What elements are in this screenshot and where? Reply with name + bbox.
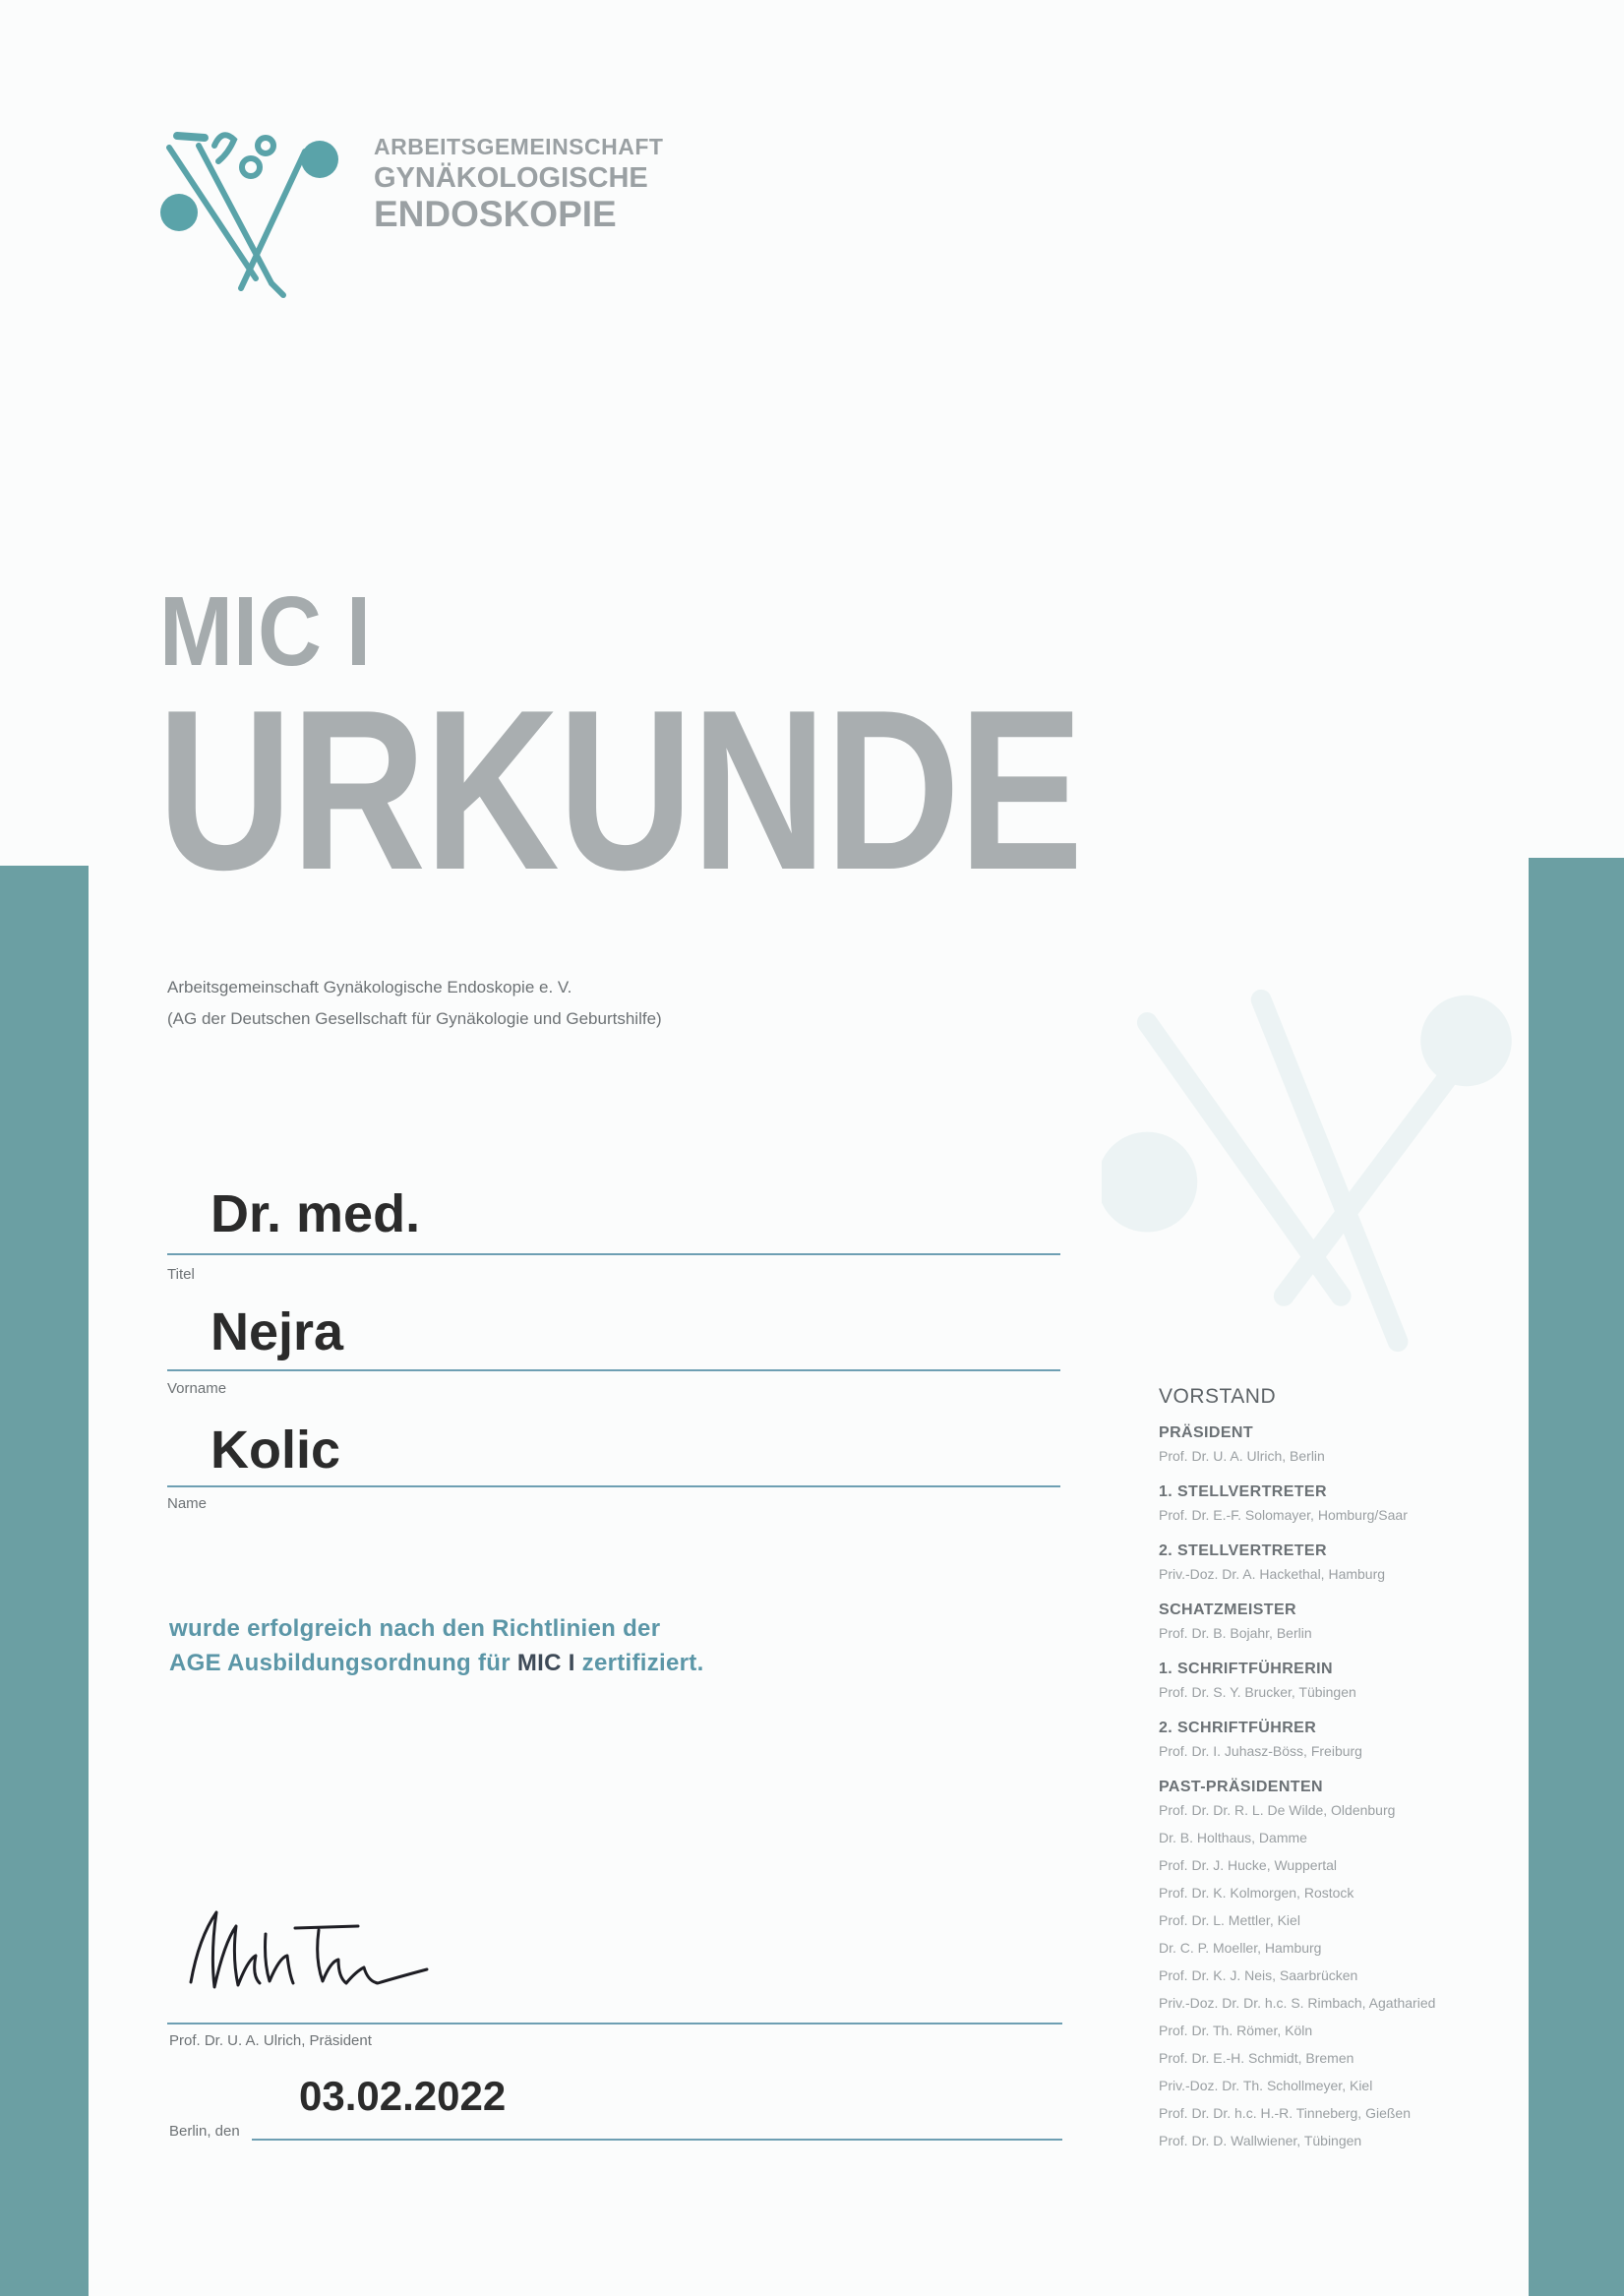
board-role-title: 1. SCHRIFTFÜHRERIN bbox=[1159, 1661, 1333, 1677]
board-member: Dr. C. P. Moeller, Hamburg bbox=[1159, 1940, 1322, 1956]
organization-block bbox=[167, 972, 662, 1035]
board-roles bbox=[1159, 1424, 1523, 2154]
logo-line-1: ARBEITSGEMEINSCHAFT bbox=[374, 134, 664, 159]
board-role-title: PAST-PRÄSIDENTEN bbox=[1159, 1779, 1324, 1795]
lastname-label: Name bbox=[167, 1495, 208, 1512]
signature-label: Prof. Dr. U. A. Ulrich, Präsident bbox=[169, 2032, 372, 2049]
board-role-title: 2. STELLVERTRETER bbox=[1159, 1542, 1327, 1559]
date-line bbox=[252, 2139, 1062, 2141]
age-logo-icon bbox=[157, 116, 344, 303]
board-role-title: SCHATZMEISTER bbox=[1159, 1601, 1297, 1618]
board-member: Prof. Dr. J. Hucke, Wuppertal bbox=[1159, 1857, 1338, 1873]
board-role-title: 1. STELLVERTRETER bbox=[1159, 1483, 1327, 1500]
left-accent-band bbox=[0, 866, 89, 2296]
board-member: Prof. Dr. Dr. h.c. H.-R. Tinneberg, Gießen bbox=[1159, 2105, 1411, 2121]
place-label: Berlin, den bbox=[169, 2123, 240, 2140]
board-member: Prof. Dr. Th. Römer, Köln bbox=[1159, 2023, 1313, 2038]
certification-course: MIC I bbox=[516, 1650, 575, 1676]
logo-line-3: ENDOSKOPIE bbox=[374, 194, 617, 234]
organization-affiliation: (AG der Deutschen Gesellschaft für Gynäkologie und Geburtshilfe) bbox=[167, 1009, 662, 1028]
course-heading: MIC I bbox=[159, 576, 371, 687]
board-role-title: 2. SCHRIFTFÜHRER bbox=[1159, 1720, 1317, 1736]
right-accent-band bbox=[1529, 858, 1624, 2296]
title-label: Titel bbox=[167, 1266, 195, 1283]
board-member: Prof. Dr. I. Juhasz-Böss, Freiburg bbox=[1159, 1743, 1362, 1759]
board-member: Prof. Dr. E.-H. Schmidt, Bremen bbox=[1159, 2050, 1354, 2066]
certification-line-1: wurde erfolgreich nach den Richtlinien der bbox=[169, 1615, 661, 1642]
certification-statement bbox=[169, 1611, 704, 1680]
certification-line-2 bbox=[169, 1646, 704, 1680]
signature-line bbox=[167, 2023, 1062, 2024]
firstname-label: Vorname bbox=[167, 1380, 227, 1397]
board-member: Prof. Dr. K. J. Neis, Saarbrücken bbox=[1159, 1967, 1358, 1983]
board-member: Prof. Dr. Dr. R. L. De Wilde, Oldenburg bbox=[1159, 1802, 1396, 1818]
president-signature bbox=[181, 1899, 437, 2007]
firstname-value: Nejra bbox=[211, 1302, 344, 1361]
board-member: Prof. Dr. S. Y. Brucker, Tübingen bbox=[1159, 1684, 1356, 1700]
board-member: Prof. Dr. U. A. Ulrich, Berlin bbox=[1159, 1448, 1325, 1464]
certification-line-2-start: AGE Ausbildungsordnung für bbox=[169, 1650, 511, 1676]
board-title: VORSTAND bbox=[1159, 1385, 1277, 1408]
board-listing bbox=[1159, 1385, 1523, 2154]
board-member: Prof. Dr. K. Kolmorgen, Rostock bbox=[1159, 1885, 1354, 1901]
certificate-title: URKUNDE bbox=[157, 663, 1082, 918]
lastname-underline bbox=[167, 1485, 1060, 1487]
board-member: Priv.-Doz. Dr. Th. Schollmeyer, Kiel bbox=[1159, 2078, 1373, 2093]
board-member: Prof. Dr. E.-F. Solomayer, Homburg/Saar bbox=[1159, 1507, 1408, 1523]
title-value: Dr. med. bbox=[211, 1184, 421, 1243]
certification-line-2-end: zertifiziert. bbox=[581, 1650, 704, 1676]
firstname-underline bbox=[167, 1369, 1060, 1371]
organization-name: Arbeitsgemeinschaft Gynäkologische Endoskopie e. V. bbox=[167, 978, 572, 997]
board-member: Priv.-Doz. Dr. A. Hackethal, Hamburg bbox=[1159, 1566, 1386, 1582]
board-member: Dr. B. Holthaus, Damme bbox=[1159, 1830, 1307, 1845]
board-member: Prof. Dr. L. Mettler, Kiel bbox=[1159, 1912, 1300, 1928]
board-member: Priv.-Doz. Dr. Dr. h.c. S. Rimbach, Agatharied bbox=[1159, 1995, 1436, 2011]
board-role-title: PRÄSIDENT bbox=[1159, 1424, 1254, 1441]
logo-wordmark bbox=[374, 136, 663, 232]
board-member: Prof. Dr. B. Bojahr, Berlin bbox=[1159, 1625, 1312, 1641]
logo-line-2: GYNÄKOLOGISCHE bbox=[374, 162, 648, 194]
title-underline bbox=[167, 1253, 1060, 1255]
issue-date: 03.02.2022 bbox=[299, 2073, 507, 2119]
lastname-value: Kolic bbox=[211, 1420, 341, 1480]
board-member: Prof. Dr. D. Wallwiener, Tübingen bbox=[1159, 2133, 1362, 2148]
